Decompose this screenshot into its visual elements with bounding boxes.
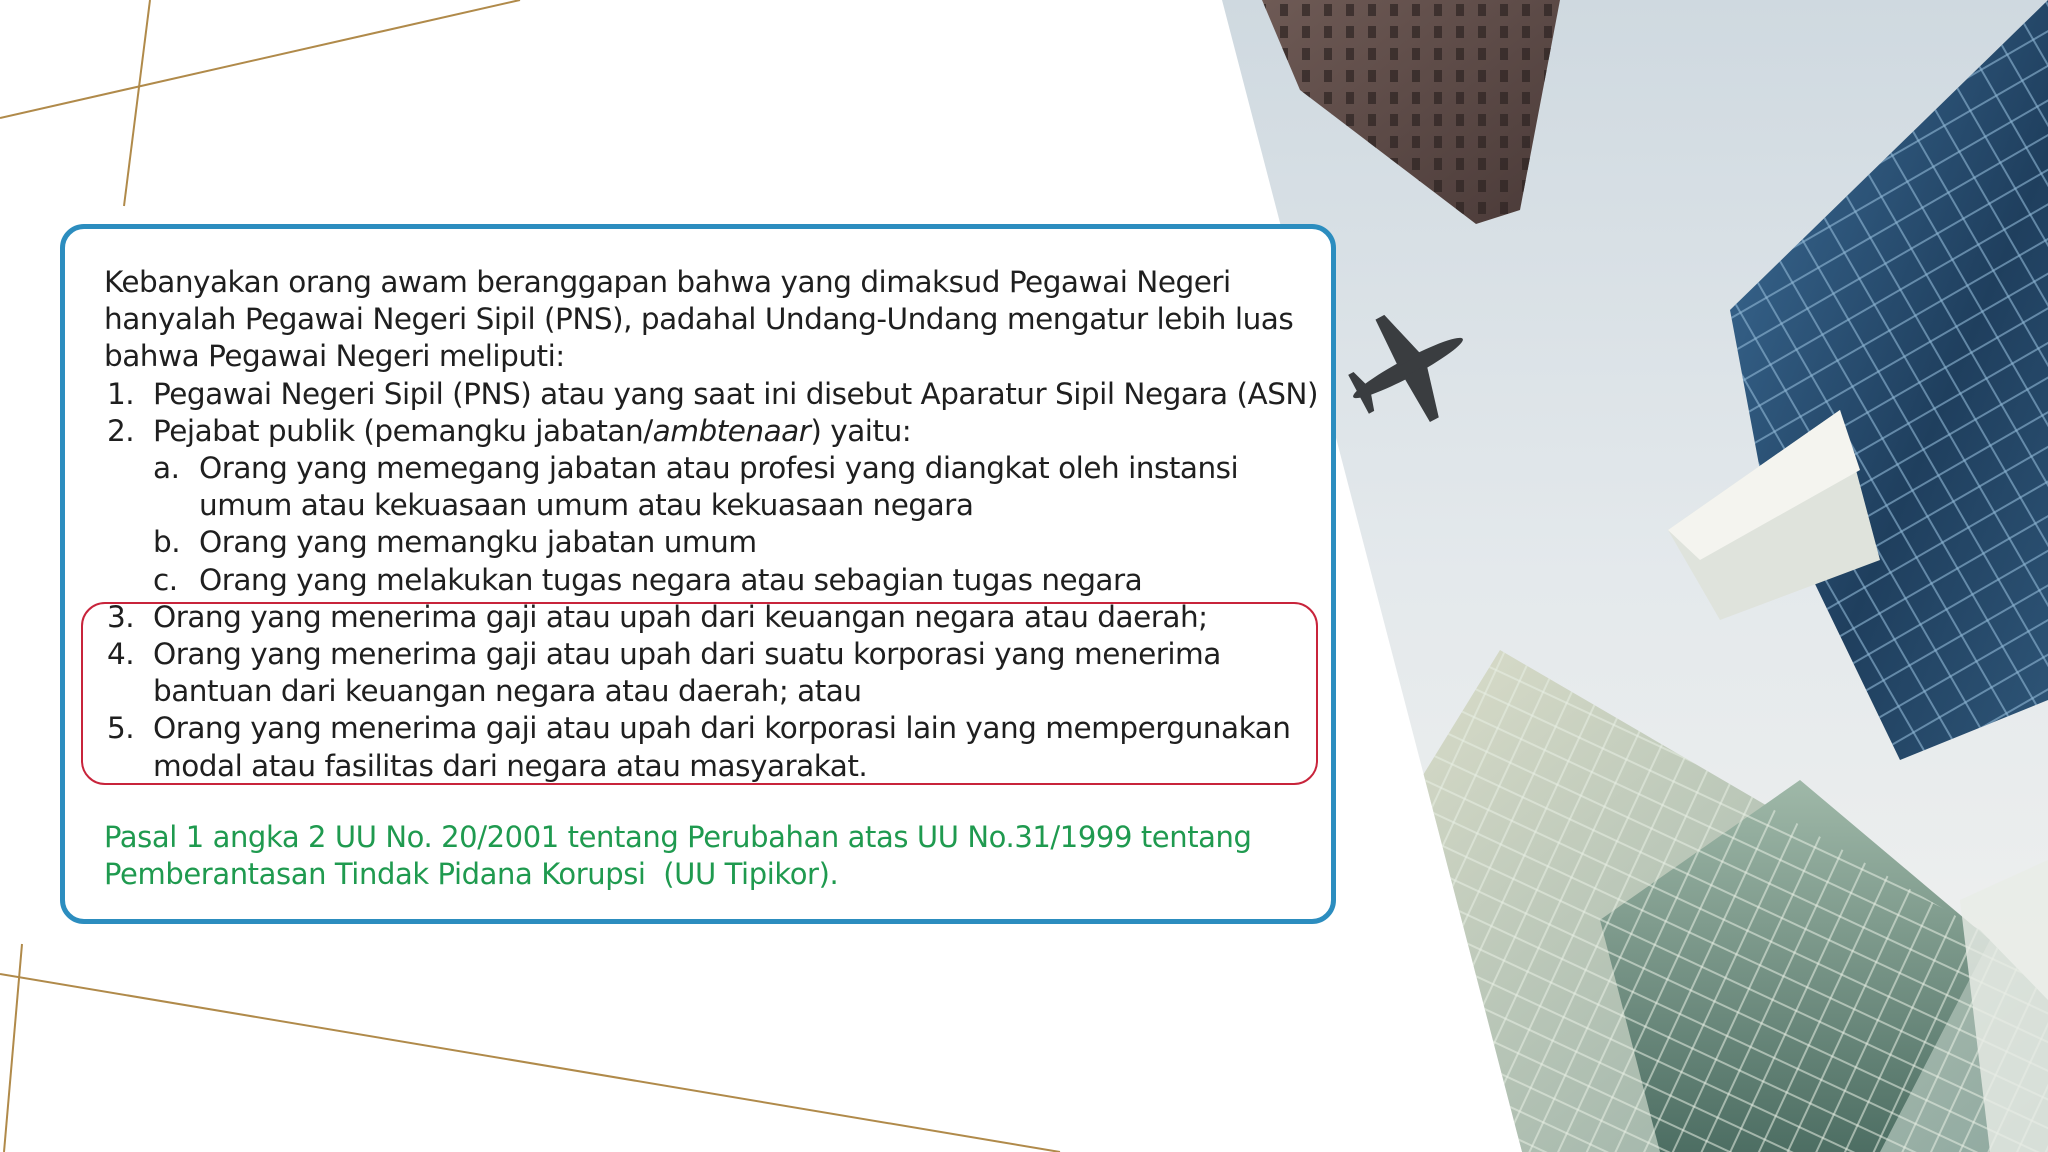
- sub-item-b: [104, 524, 1344, 561]
- sub-item-text: Orang yang memangku jabatan umum: [199, 525, 757, 560]
- list-item-2: [104, 413, 1344, 450]
- list-item-italic-term: ambtenaar: [652, 413, 811, 448]
- sub-letter: a.: [153, 451, 180, 486]
- list-item-4-continued: bantuan dari keuangan negara atau daerah; atau: [153, 674, 862, 709]
- list-number: 4.: [107, 637, 135, 672]
- sub-letter: c.: [153, 562, 178, 597]
- sub-letter: b.: [153, 525, 181, 560]
- intro-line: bahwa Pegawai Negeri meliputi:: [104, 339, 565, 374]
- list-item-text: Pejabat publik (pemangku jabatan/: [153, 413, 653, 448]
- list-item-text: ) yaitu:: [810, 413, 912, 448]
- list-number: 1.: [107, 376, 135, 411]
- list-item-5-continued: modal atau fasilitas dari negara atau masyarakat.: [153, 748, 868, 783]
- list-item-text: Orang yang menerima gaji atau upah dari korporasi lain yang mempergunakan: [153, 711, 1291, 746]
- legal-source-citation: [104, 819, 1324, 893]
- intro-line: hanyalah Pegawai Negeri Sipil (PNS), padahal Undang-Undang mengatur lebih luas: [104, 302, 1294, 337]
- highlight-box: [81, 599, 1318, 785]
- list-item-text: Orang yang menerima gaji atau upah dari keuangan negara atau daerah;: [153, 599, 1208, 634]
- source-line: Pemberantasan Tindak Pidana Korupsi (UU Tipikor).: [104, 857, 839, 891]
- sub-item-text: Orang yang memegang jabatan atau profesi yang diangkat oleh instansi: [199, 451, 1239, 486]
- list-number: 3.: [107, 599, 135, 634]
- sub-item-c: [104, 562, 1344, 599]
- sub-item-a-continued: umum atau kekuasaan umum atau kekuasaan negara: [199, 488, 974, 523]
- sub-item-a: [104, 450, 1344, 487]
- list-item-1: [104, 376, 1344, 413]
- list-number: 5.: [107, 711, 135, 746]
- list-number: 2.: [107, 413, 135, 448]
- source-line: Pasal 1 angka 2 UU No. 20/2001 tentang Perubahan atas UU No.31/1999 tentang: [104, 820, 1252, 854]
- list-item-text: Pegawai Negeri Sipil (PNS) atau yang saat ini disebut Aparatur Sipil Negara (ASN): [153, 376, 1318, 411]
- sub-item-text: Orang yang melakukan tugas negara atau sebagian tugas negara: [199, 562, 1143, 597]
- list-item-text: Orang yang menerima gaji atau upah dari suatu korporasi yang menerima: [153, 637, 1221, 672]
- intro-line: Kebanyakan orang awam beranggapan bahwa yang dimaksud Pegawai Negeri: [104, 265, 1231, 299]
